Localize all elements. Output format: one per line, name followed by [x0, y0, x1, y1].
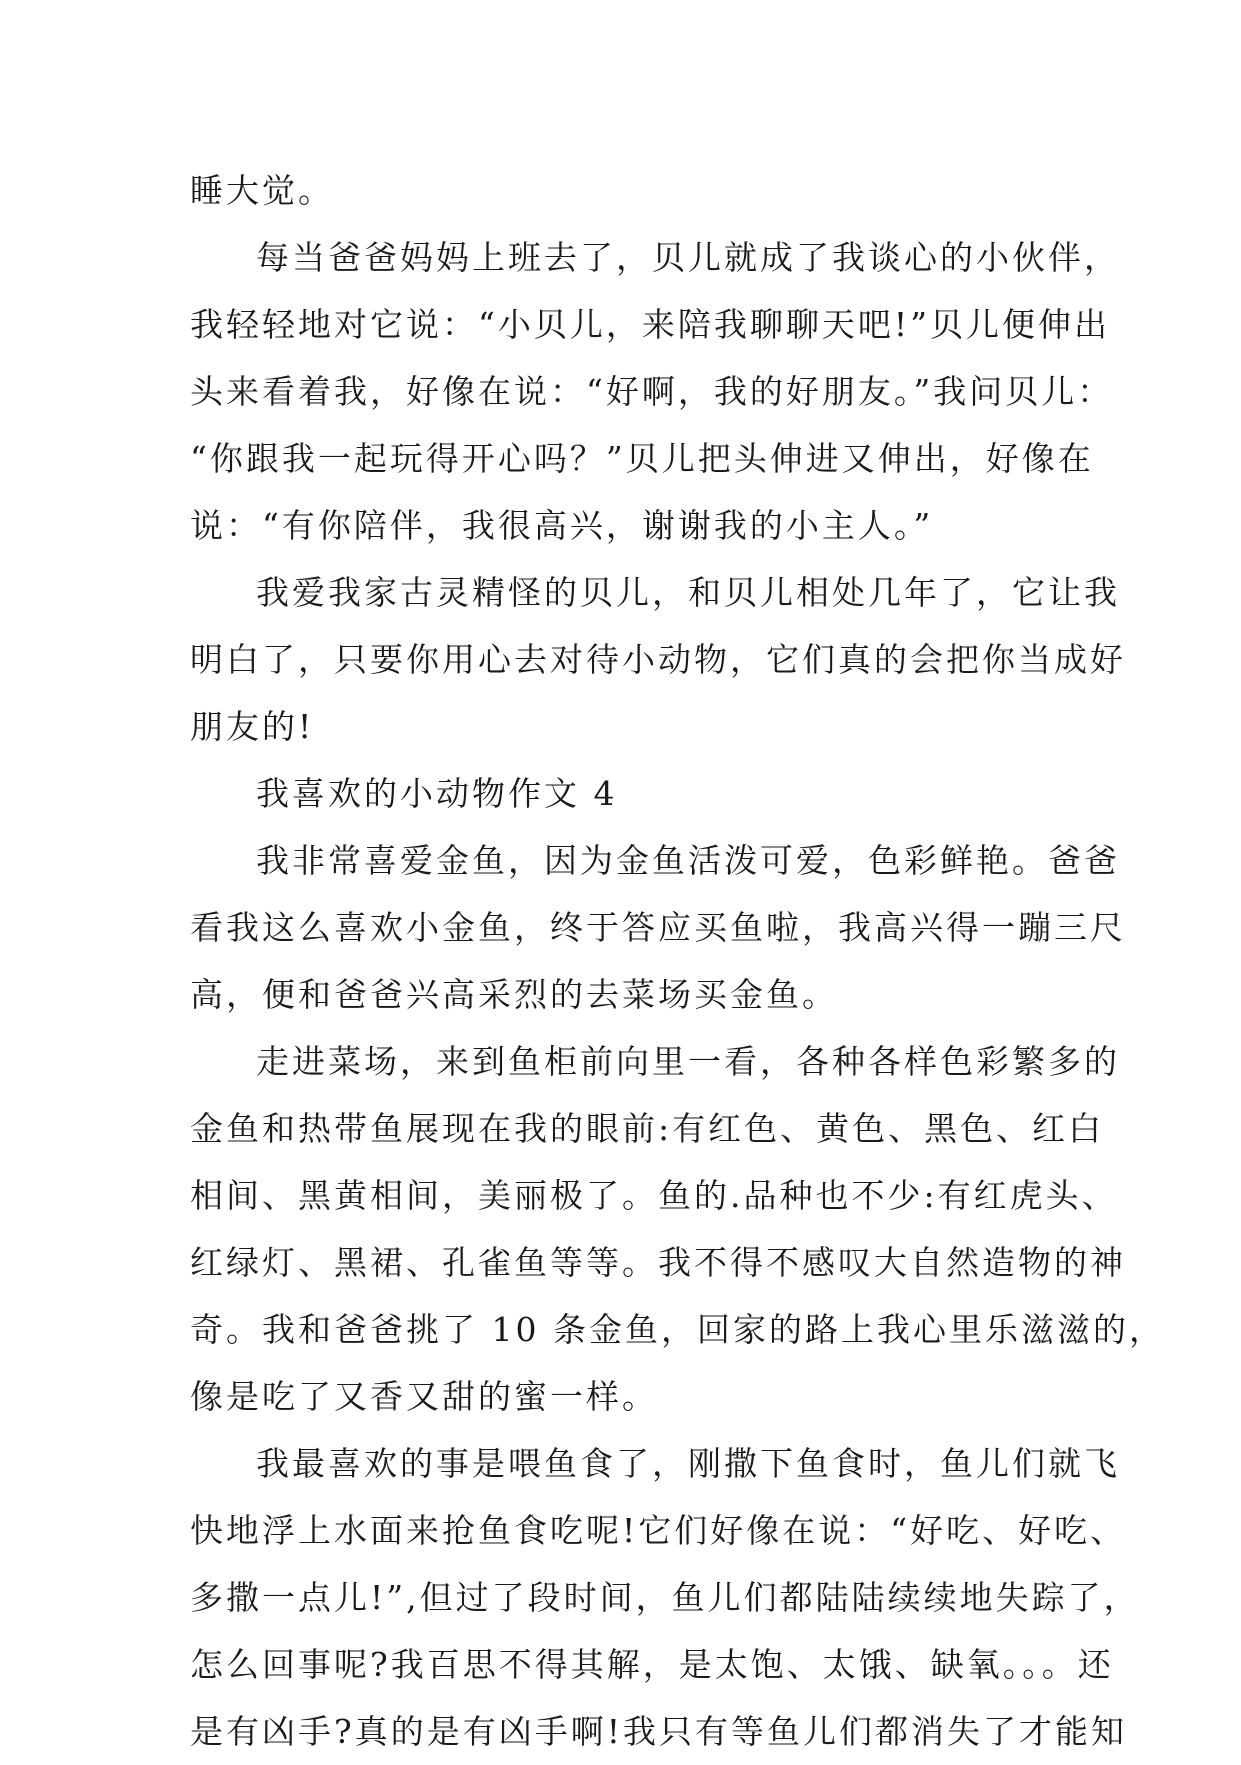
paragraph-start-line: 走进菜场，来到鱼柜前向里一看，各种各样色彩繁多的: [256, 1042, 1120, 1081]
text-line: 奇。我和爸爸挑了 10 条金鱼，回家的路上我心里乐滋滋的，: [190, 1310, 1165, 1349]
article-body: [190, 157, 1165, 1765]
text-line: 高，便和爸爸兴高采烈的去菜场买金鱼。: [190, 975, 838, 1014]
text-line: 看我这么喜欢小金鱼，终于答应买鱼啦，我高兴得一蹦三尺: [190, 908, 1126, 947]
text-line: “你跟我一起玩得开心吗？”贝儿把头伸进又伸出，好像在: [190, 439, 1094, 478]
text-line: 相间、黑黄相间，美丽极了。鱼的.品种也不少:有红虎头、: [190, 1176, 1118, 1215]
paragraph-start-line: 每当爸爸妈妈上班去了，贝儿就成了我谈心的小伙伴，: [256, 238, 1120, 277]
text-line: 明白了，只要你用心去对待小动物，它们真的会把你当成好: [190, 640, 1126, 679]
text-line: 多撒一点儿!”,但过了段时间，鱼儿们都陆陆续续地失踪了，: [190, 1578, 1140, 1617]
text-line: 像是吃了又香又甜的蜜一样。: [190, 1377, 658, 1416]
text-line: 说：“有你陪伴，我很高兴，谢谢我的小主人。”: [190, 506, 934, 545]
paragraph-start-line: 我爱我家古灵精怪的贝儿，和贝儿相处几年了，它让我: [256, 573, 1120, 612]
text-line: 怎么回事呢?我百思不得其解，是太饱、太饿、缺氧。。。还: [190, 1645, 1114, 1684]
text-line: 是有凶手?真的是有凶手啊!我只有等鱼儿们都消失了才能知: [190, 1712, 1127, 1751]
text-line: 金鱼和热带鱼展现在我的眼前:有红色、黄色、黑色、红白: [190, 1109, 1105, 1148]
text-line: 头来看着我，好像在说：“好啊，我的好朋友。”我问贝儿：: [190, 372, 1114, 411]
text-line: 朋友的!: [190, 707, 315, 746]
text-line: 我轻轻地对它说：“小贝儿，来陪我聊聊天吧!”贝儿便伸出: [190, 305, 1111, 344]
text-line: 红绿灯、黑裙、孔雀鱼等等。我不得不感叹大自然造物的神: [190, 1243, 1126, 1282]
paragraph-start-line: 我最喜欢的事是喂鱼食了，刚撒下鱼食时，鱼儿们就飞: [256, 1444, 1120, 1483]
text-line: 快地浮上水面来抢鱼食吃呢!它们好像在说：“好吃、好吃、: [190, 1511, 1127, 1550]
section-heading: 我喜欢的小动物作文 4: [256, 774, 618, 813]
paragraph-start-line: 我非常喜爱金鱼，因为金鱼活泼可爱，色彩鲜艳。爸爸: [256, 841, 1120, 880]
text-line: 睡大觉。: [190, 171, 334, 210]
